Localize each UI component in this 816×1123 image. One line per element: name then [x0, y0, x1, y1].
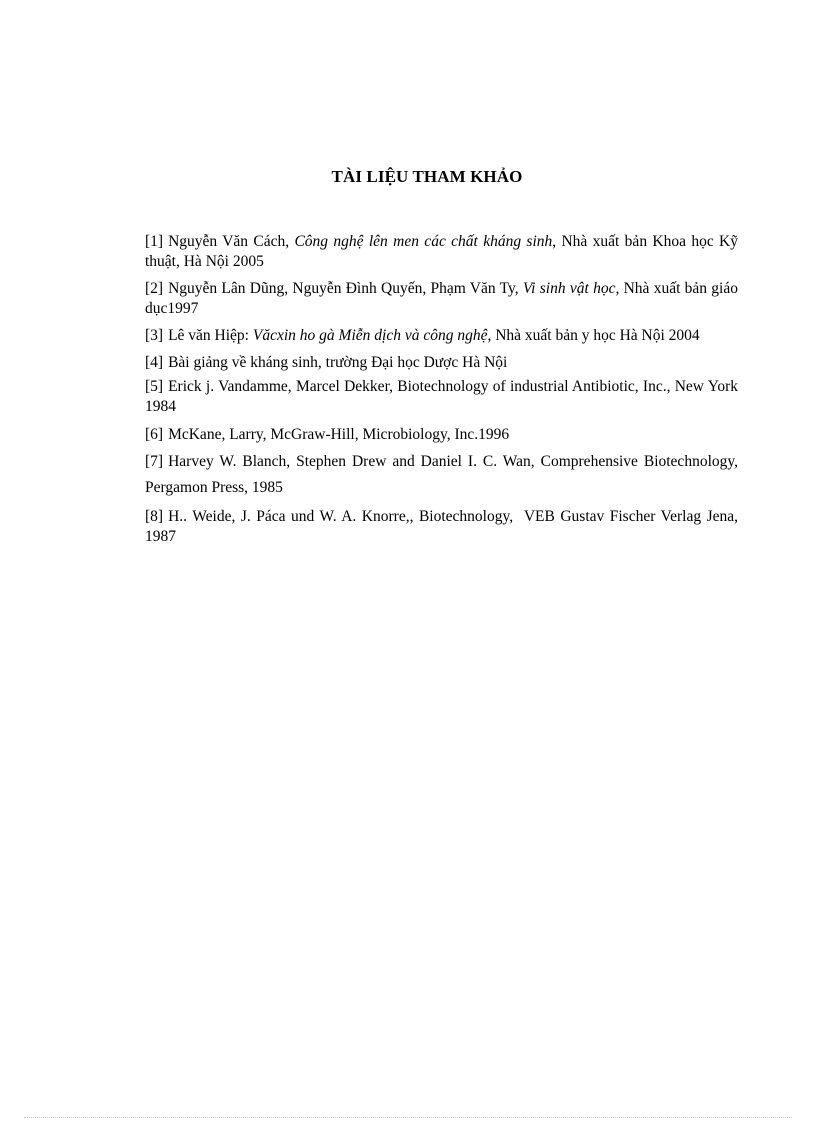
- reference-item: [145, 326, 738, 346]
- reference-number: [2]: [145, 280, 164, 297]
- reference-number: [6]: [145, 426, 164, 443]
- reference-text-tail: , Nhà xuất bản y học Hà Nội 2004: [487, 327, 700, 344]
- reference-item: [145, 507, 742, 547]
- reference-number: [5]: [145, 378, 164, 395]
- reference-title: Công nghệ lên men các chất kháng sinh: [294, 233, 553, 250]
- reference-number: [4]: [145, 354, 164, 371]
- reference-item: [145, 449, 762, 501]
- reference-item: [145, 279, 738, 319]
- reference-number: [1]: [145, 233, 164, 250]
- reference-item: [145, 425, 738, 445]
- reference-title: Vi sinh vật học,: [522, 280, 620, 297]
- reference-text: Harvey W. Blanch, Stephen Drew and Daniel I. C. Wan, Comprehensive Biotechnology, Pergamon Press, 1985: [145, 453, 762, 496]
- reference-text: Nguyễn Lân Dũng, Nguyễn Đình Quyến, Phạm Văn Ty,: [168, 280, 523, 297]
- page-title: TÀI LIỆU THAM KHẢO: [331, 167, 523, 186]
- reference-title: Văcxin ho gà Miễn dịch và công nghệ: [252, 327, 488, 344]
- page-bottom-divider: [24, 1117, 792, 1118]
- reference-text-tail: Nhà xuất bản giáo dục1997: [145, 280, 738, 317]
- reference-text: Erick j. Vandamme, Marcel Dekker, Biotechnology of industrial Antibiotic, Inc., New York 1984: [145, 378, 738, 415]
- reference-number: [3]: [145, 327, 164, 344]
- reference-text: Bài giảng về kháng sinh, trường Đại học Dược Hà Nội: [168, 354, 508, 371]
- reference-text: Nguyễn Văn Cách,: [168, 233, 295, 250]
- reference-text: Lê văn Hiệp:: [168, 327, 253, 344]
- reference-text: McKane, Larry, McGraw-Hill, Microbiology, Inc.1996: [168, 426, 510, 443]
- reference-number: [7]: [145, 453, 164, 470]
- reference-list: [145, 232, 762, 547]
- reference-item: [145, 232, 738, 272]
- reference-item: [145, 353, 738, 373]
- reference-number: [8]: [145, 508, 164, 525]
- reference-text: H.. Weide, J. Páca und W. A. Knorre,, Biotechnology, VEB Gustav Fischer Verlag Jena, 1987: [145, 508, 742, 545]
- reference-item: [145, 377, 738, 417]
- reference-text-tail: , Nhà xuất bản Khoa học Kỹ thuật, Hà Nội 2005: [145, 233, 738, 270]
